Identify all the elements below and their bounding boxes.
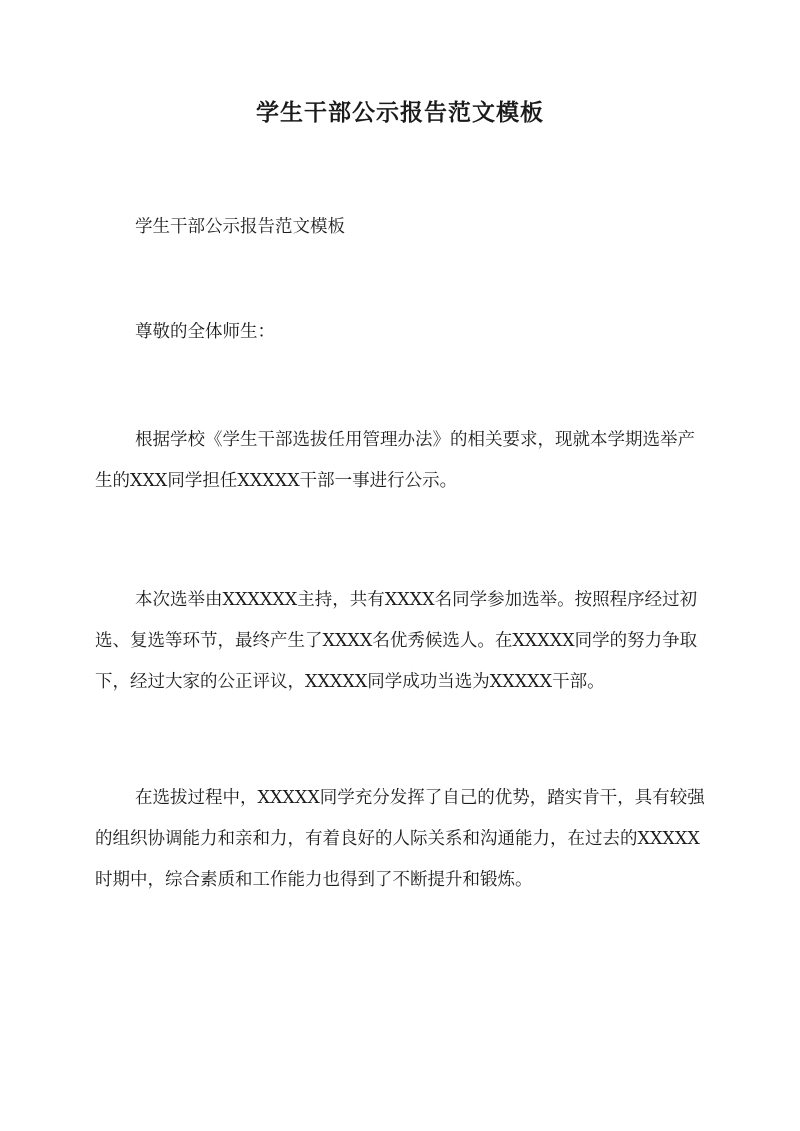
paragraph-3: 在选拔过程中，XXXXX同学充分发挥了自己的优势，踏实肯干，具有较强的组织协调能力和亲和力，有着良好的人际关系和沟通能力，在过去的XXXXX时期中，综合素质和工作能力也得到了不断提升和锻炼。 [95,788,705,890]
document-subtitle: 学生干部公示报告范文模板 [135,217,345,237]
paragraph-2: 本次选举由XXXXXX主持，共有XXXX名同学参加选举。按照程序经过初选、复选等环节，最终产生了XXXX名优秀候选人。在XXXXX同学的努力争取下，经过大家的公正评议，XXXXX同学成功当选为XXXXX干部。 [95,590,698,692]
document-title: 学生干部公示报告范文模板 [256,99,544,126]
greeting-line: 尊敬的全体师生： [135,322,275,342]
paragraph-1: 根据学校《学生干部选拔任用管理办法》的相关要求，现就本学期选举产生的XXX同学担任XXXXX干部一事进行公示。 [95,430,695,491]
